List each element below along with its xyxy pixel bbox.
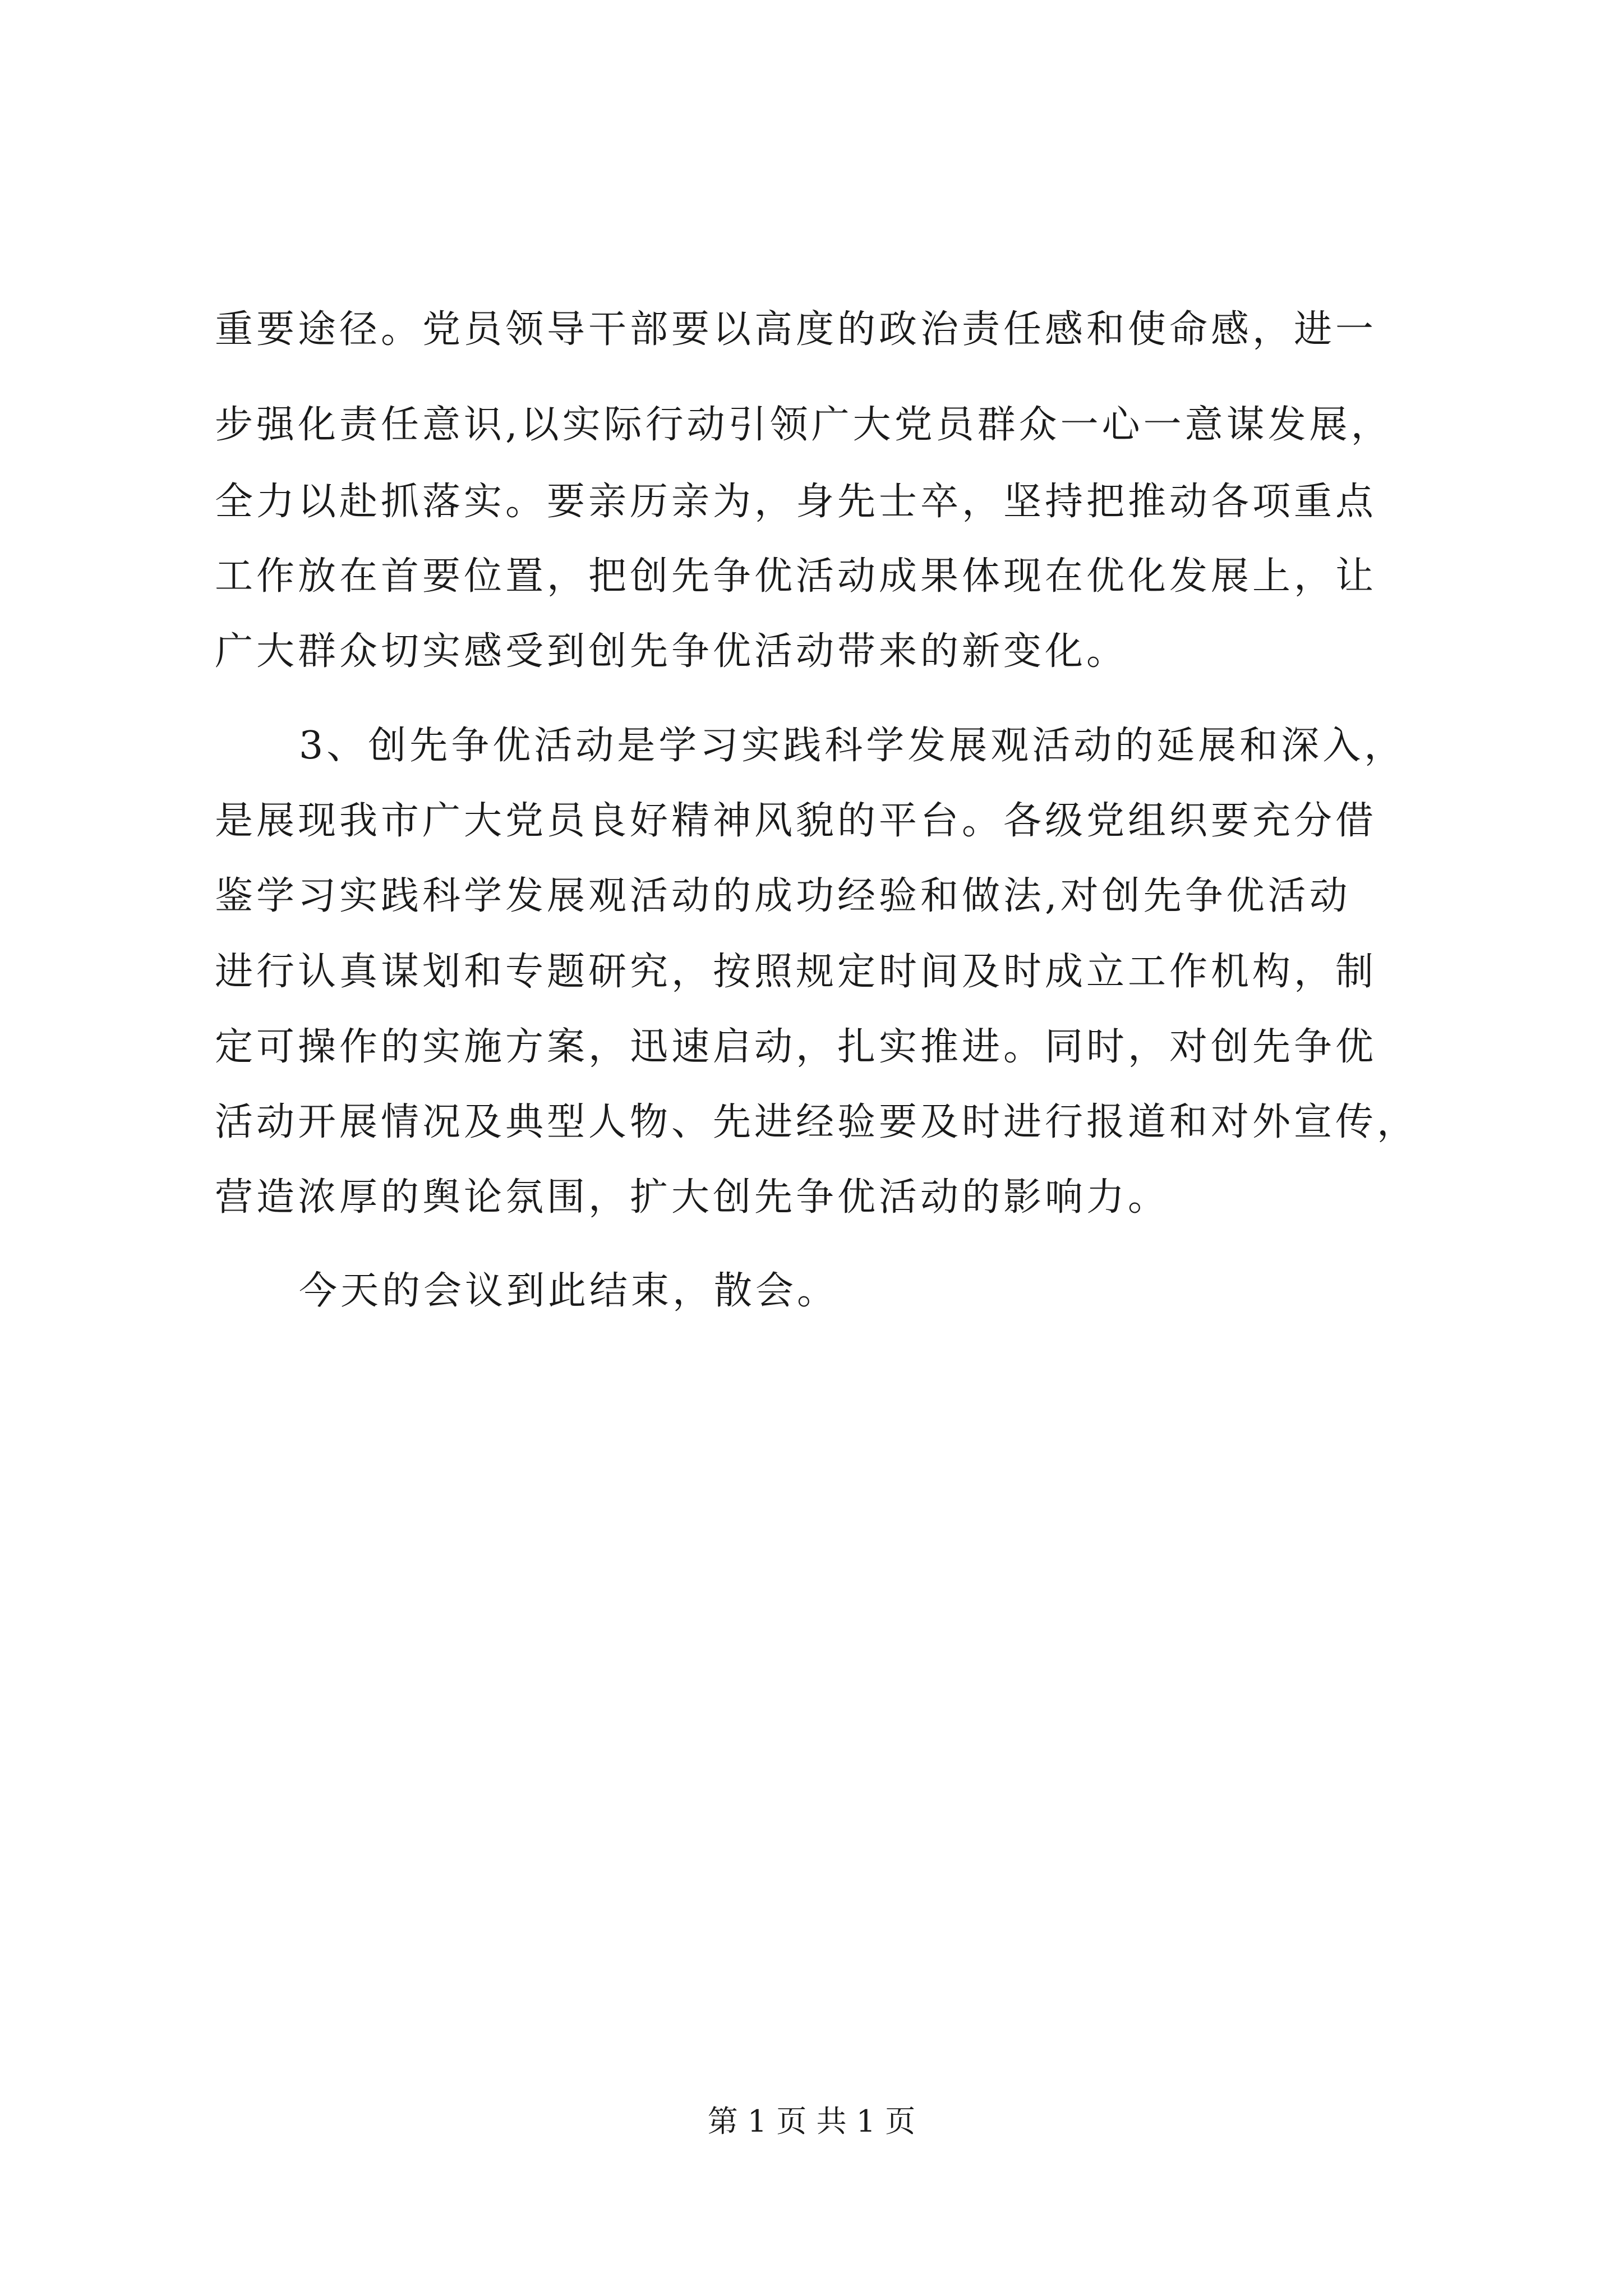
body-text-line: 广大群众切实感受到创先争优活动带来的新变化。: [215, 629, 1128, 674]
body-text-line: 是展现我市广大党员良好精神风貌的平台。各级党组织要充分借: [215, 799, 1377, 843]
body-text-line: 全力以赴抓落实。要亲历亲为，身先士卒，坚持把推动各项重点: [215, 480, 1377, 524]
body-text-line: 重要途径。党员领导干部要以高度的政治责任感和使命感，进一: [215, 307, 1377, 352]
body-text-line: 进行认真谋划和专题研究，按照规定时间及时成立工作机构，制: [215, 950, 1377, 994]
page-footer: 第 1 页 共 1 页: [707, 2104, 916, 2139]
body-text-line: 活动开展情况及典型人物、先进经验要及时进行报道和对外宣传，: [215, 1100, 1419, 1144]
body-text-line: 定可操作的实施方案，迅速启动，扎实推进。同时，对创先争优: [215, 1025, 1377, 1069]
closing-line: 今天的会议到此结束，散会。: [299, 1269, 839, 1313]
body-text-line: 工作放在首要位置，把创先争优活动成果体现在优化发展上，让: [215, 554, 1377, 599]
body-text-line: 鉴学习实践科学发展观活动的成功经验和做法,对创先争优活动: [215, 874, 1351, 918]
body-text-line: 步强化责任意识,以实际行动引领广大党员群众一心一意谋发展，: [215, 403, 1393, 447]
body-text-line: 营造浓厚的舆论氛围，扩大创先争优活动的影响力。: [215, 1175, 1170, 1220]
paragraph-3-first-line: 3、创先争优活动是学习实践科学发展观活动的延展和深入，: [299, 724, 1406, 768]
